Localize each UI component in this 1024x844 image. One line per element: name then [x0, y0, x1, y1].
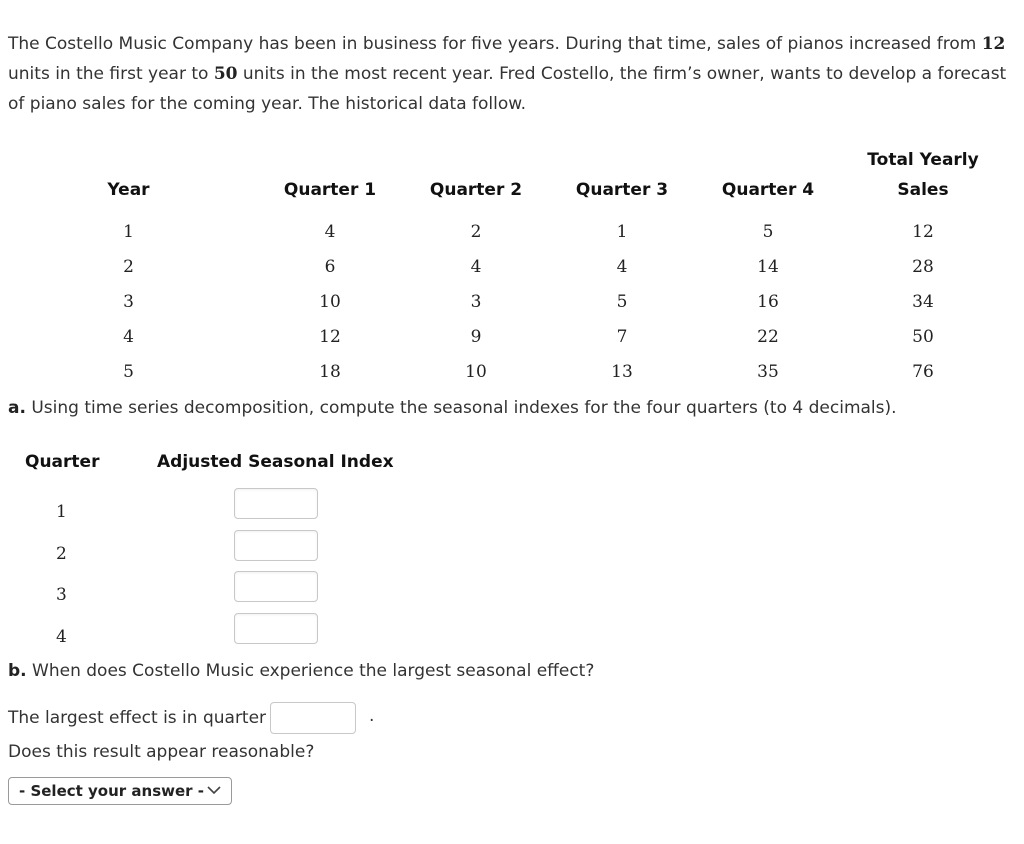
- seasonal-index-column-header: Adjusted Seasonal Index: [157, 452, 394, 472]
- header-quarter-4: Quarter 4: [721, 180, 815, 200]
- largest-effect-label: The largest effect is in quarter: [8, 708, 267, 728]
- quarter-sales-cell: 1: [616, 221, 628, 242]
- largest-effect-line: [8, 702, 356, 734]
- reasonable-answer-select[interactable]: [8, 777, 232, 805]
- quarter-sales-cell: 14: [757, 256, 779, 277]
- quarter-sales-cell: 6: [324, 256, 336, 277]
- quarter-sales-cell: 5: [616, 291, 628, 312]
- intro-text-3: units in the most recent year. Fred Costello, the firm’s owner, wants to develop a forecast of piano sales for the coming year. The historical data follow.: [8, 64, 1007, 114]
- quarter-sales-cell: 7: [616, 326, 628, 347]
- seasonal-index-input-q1[interactable]: [234, 488, 318, 519]
- total-sales-cell: 34: [912, 291, 934, 312]
- quarter-sales-cell: 10: [465, 361, 487, 382]
- header-total-yearly-sales: Total Yearly Sales: [867, 150, 979, 200]
- table-row: [0, 284, 1005, 319]
- header-year: Year: [107, 180, 150, 200]
- problem-intro: [8, 29, 1024, 119]
- quarter-label-1: 1: [56, 502, 67, 522]
- quarter-sales-cell: 22: [757, 326, 779, 347]
- select-label: - Select your answer -: [19, 782, 205, 800]
- quarter-label-2: 2: [56, 544, 67, 564]
- quarter-sales-cell: 5: [762, 221, 774, 242]
- header-quarter-3: Quarter 3: [575, 180, 669, 200]
- total-sales-cell: 50: [912, 326, 934, 347]
- year-cell: 2: [123, 256, 134, 277]
- table-row: [0, 249, 1005, 284]
- reasonable-question: Does this result appear reasonable?: [8, 742, 315, 762]
- largest-effect-quarter-input[interactable]: [270, 702, 356, 734]
- quarter-sales-cell: 35: [757, 361, 779, 382]
- part-b-question: b. When does Costello Music experience the largest seasonal effect?: [8, 661, 595, 681]
- table-row: [0, 214, 1005, 249]
- piano-sales-table: [0, 145, 1005, 389]
- quarter-column-header: Quarter: [25, 452, 100, 472]
- year-cell: 3: [123, 291, 134, 312]
- table-row: [0, 354, 1005, 389]
- chevron-down-icon: [207, 785, 221, 795]
- intro-number-50: 50: [213, 64, 238, 84]
- year-cell: 4: [123, 326, 134, 347]
- table-header-row: [0, 145, 1005, 214]
- quarter-sales-cell: 18: [319, 361, 341, 382]
- header-quarter-1: Quarter 1: [283, 180, 377, 200]
- total-sales-cell: 28: [912, 256, 934, 277]
- quarter-label-4: 4: [56, 627, 67, 647]
- year-cell: 5: [123, 361, 134, 382]
- quarter-label-3: 3: [56, 585, 67, 605]
- quarter-sales-cell: 4: [616, 256, 628, 277]
- quarter-sales-cell: 3: [470, 291, 482, 312]
- intro-number-12: 12: [981, 34, 1006, 54]
- quarter-sales-cell: 12: [319, 326, 341, 347]
- header-quarter-2: Quarter 2: [429, 180, 523, 200]
- seasonal-index-input-q3[interactable]: [234, 571, 318, 602]
- largest-effect-period: .: [369, 706, 375, 726]
- part-a-question: a. Using time series decomposition, compute the seasonal indexes for the four quarters (to 4 decimals).: [8, 398, 897, 418]
- seasonal-index-input-q2[interactable]: [234, 530, 318, 561]
- quarter-sales-cell: 10: [319, 291, 341, 312]
- quarter-sales-cell: 2: [470, 221, 482, 242]
- total-sales-cell: 76: [912, 361, 934, 382]
- total-sales-cell: 12: [912, 221, 934, 242]
- seasonal-index-input-q4[interactable]: [234, 613, 318, 644]
- quarter-sales-cell: 9: [470, 326, 482, 347]
- table-row: [0, 319, 1005, 354]
- quarter-sales-cell: 4: [470, 256, 482, 277]
- quarter-sales-cell: 4: [324, 221, 336, 242]
- quarter-sales-cell: 16: [757, 291, 779, 312]
- intro-text-2: units in the first year to: [8, 64, 214, 84]
- intro-text-1: The Costello Music Company has been in business for five years. During that time, sales of pianos increased from: [8, 34, 982, 54]
- year-cell: 1: [123, 221, 134, 242]
- quarter-sales-cell: 13: [611, 361, 633, 382]
